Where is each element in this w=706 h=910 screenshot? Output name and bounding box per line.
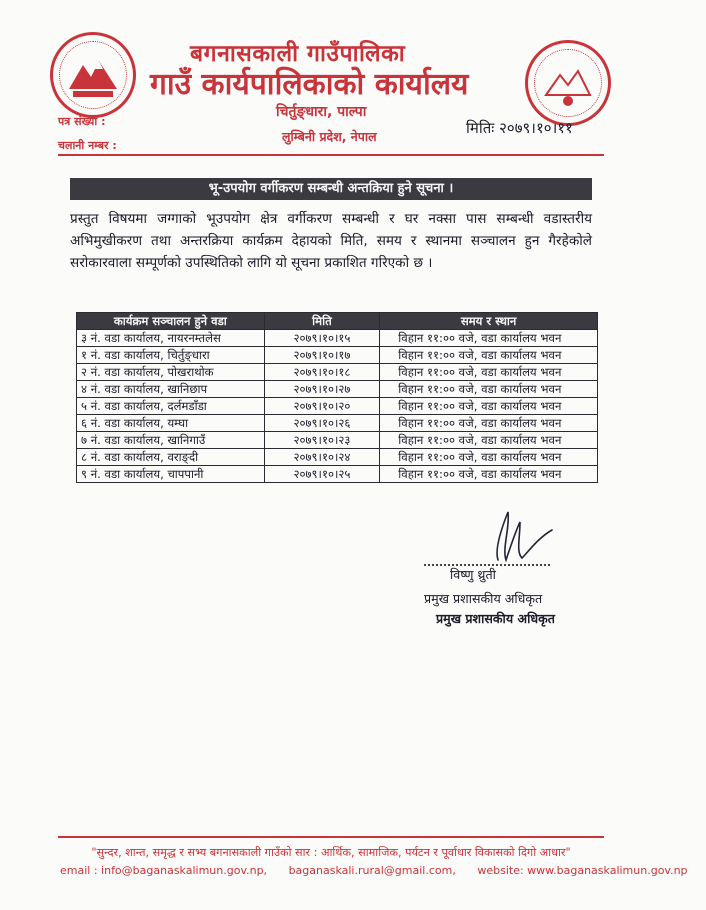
ward-cell: ८ नं. वडा कार्यालय, वराङ्दी <box>77 449 265 466</box>
table-row <box>77 330 598 347</box>
address-line-1: चिर्तुङ्धारा, पाल्पा <box>276 104 367 120</box>
table-row <box>77 364 598 381</box>
header-divider <box>58 154 604 156</box>
date-cell: २०७९।१०।१७ <box>264 347 380 364</box>
date-cell: २०७९।१०।२३ <box>264 432 380 449</box>
signer-title: प्रमुख प्रशासकीय अधिकृत <box>424 591 543 606</box>
notice-title: भू-उपयोग वर्गीकरण सम्बन्धी अन्तक्रिया हुने सूचना । <box>70 178 592 200</box>
office-seal-right <box>525 40 611 126</box>
signature-scribble <box>476 508 556 566</box>
table-row <box>77 398 598 415</box>
table-row <box>77 466 598 483</box>
seal-landscape-icon <box>540 57 596 113</box>
signer-name: विष्णु थ्रुती <box>450 567 496 582</box>
time-place-cell: विहान ११:०० वजे, वडा कार्यालय भवन <box>380 364 598 381</box>
table-row <box>77 415 598 432</box>
footer-contact <box>60 864 688 877</box>
issue-date: मितिः २०७९।१०।११ <box>466 119 573 137</box>
ward-cell: ६ नं. वडा कार्यालय, यम्घा <box>77 415 265 432</box>
signer-title-stamp: प्रमुख प्रशासकीय अधिकृत <box>436 611 555 626</box>
letter-number-label: पत्र संख्या : <box>58 115 106 128</box>
time-place-cell: विहान ११:०० वजे, वडा कार्यालय भवन <box>380 415 598 432</box>
footer-divider <box>58 836 604 838</box>
time-place-cell: विहान ११:०० वजे, वडा कार्यालय भवन <box>380 330 598 347</box>
date-cell: २०७९।१०।१५ <box>264 330 380 347</box>
ward-cell: ४ नं. वडा कार्यालय, खानिछाप <box>77 381 265 398</box>
footer-website[interactable]: website: www.baganaskalimun.gov.np <box>477 864 688 877</box>
ward-cell: ९ नं. वडा कार्यालय, चापपानी <box>77 466 265 483</box>
ward-cell: १ नं. वडा कार्यालय, चिर्तुङ्धारा <box>77 347 265 364</box>
time-place-cell: विहान ११:०० वजे, वडा कार्यालय भवन <box>380 347 598 364</box>
header-ward: कार्यक्रम सञ्चालन हुने वडा <box>77 313 265 330</box>
date-cell: २०७९।१०।२४ <box>264 449 380 466</box>
ward-cell: २ नं. वडा कार्यालय, पोखराथोक <box>77 364 265 381</box>
table-row <box>77 432 598 449</box>
date-cell: २०७९।१०।२७ <box>264 381 380 398</box>
time-place-cell: विहान ११:०० वजे, वडा कार्यालय भवन <box>380 381 598 398</box>
date-cell: २०७९।१०।१८ <box>264 364 380 381</box>
ward-cell: ७ नं. वडा कार्यालय, खानिगाउँ <box>77 432 265 449</box>
date-cell: २०७९।१०।२५ <box>264 466 380 483</box>
date-cell: २०७९।१०।२० <box>264 398 380 415</box>
table-row <box>77 347 598 364</box>
header-date: मिति <box>264 313 380 330</box>
schedule-table <box>76 312 598 483</box>
municipality-emblem-left <box>50 32 136 118</box>
time-place-cell: विहान ११:०० वजे, वडा कार्यालय भवन <box>380 466 598 483</box>
dispatch-number-label: चलानी नम्बर : <box>58 139 117 152</box>
footer-email-primary[interactable]: email : info@baganaskalimun.gov.np, <box>60 864 268 877</box>
date-cell: २०७९।१०।२६ <box>264 415 380 432</box>
table-row <box>77 449 598 466</box>
time-place-cell: विहान ११:०० वजे, वडा कार्यालय भवन <box>380 432 598 449</box>
office-name: गाउँ कार्यपालिकाको कार्यालय <box>150 67 469 102</box>
emblem-mountain-icon <box>65 49 121 105</box>
table-row <box>77 381 598 398</box>
time-place-cell: विहान ११:०० वजे, वडा कार्यालय भवन <box>380 398 598 415</box>
org-name: बगनासकाली गाउँपालिका <box>190 41 406 67</box>
footer-email-secondary[interactable]: baganaskali.rural@gmail.com, <box>288 864 456 877</box>
time-place-cell: विहान ११:०० वजे, वडा कार्यालय भवन <box>380 449 598 466</box>
ward-cell: ३ नं. वडा कार्यालय, नायरनम्तलेस <box>77 330 265 347</box>
notice-body: प्रस्तुत विषयमा जग्गाको भूउपयोग क्षेत्र वर्गीकरण सम्बन्धी र घर नक्सा पास सम्बन्धी वडास्तरीय अभिमुखीकरण तथा अन्तरक्रिया कार्यक्रम देहायको मिति, समय र स्थानमा सञ्चालन हुन गैरहेकोले सरोकारवाला सम्पूर्णको उपस्थितिको लागि यो सूचना प्रकाशित गरिएको छ । <box>70 211 592 271</box>
footer-slogan: "सुन्दर, शान्त, समृद्ध र सभ्य बगनासकाली गाउँको सार : आर्थिक, सामाजिक, पर्यटन र पूर्वाधार विकासको दिगो आधार" <box>91 846 571 859</box>
table-header-row <box>77 313 598 330</box>
header-time-place: समय र स्थान <box>380 313 598 330</box>
address-line-2: लुम्बिनी प्रदेश, नेपाल <box>282 129 377 144</box>
ward-cell: ५ नं. वडा कार्यालय, दर्लमडाँडा <box>77 398 265 415</box>
